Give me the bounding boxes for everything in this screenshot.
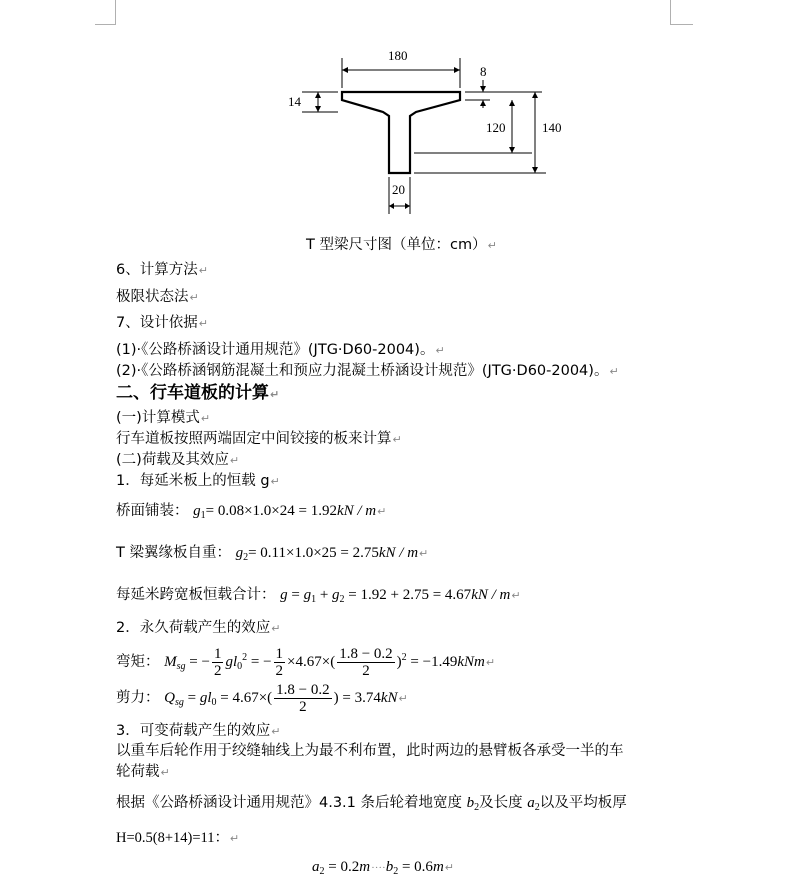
t-beam-figure	[280, 40, 600, 225]
flange-weight-equation: T 梁翼缘板自重： $g_2= 0.11\times 1.0\times 25 = 2.75kN$ / m↵	[116, 545, 429, 563]
load-heading: (二)荷载及其效应↵	[116, 452, 240, 468]
dim-web-height: 120	[486, 120, 506, 135]
average-thickness-text: H=0.5(8+14)=11：↵	[116, 830, 240, 846]
wheel-dimension-text: 根据《公路桥涵设计通用规范》4.3.1 条后轮着地宽度 $b_2$及长度 $a_2$以及平均板厚	[116, 795, 627, 813]
dim-top-width: 180	[388, 48, 408, 63]
section-heading-2: 二、行车道板的计算↵	[116, 383, 280, 403]
shear-equation: 剪力： $Q_{sg} = gl_0 = 4.67\times$( $\frac{1.8 - 0.2}{2}$ ) = 3.74kN↵	[116, 682, 408, 716]
variable-load-heading: 3．可变荷载产生的效应↵	[116, 723, 281, 739]
mode-text: 行车道板按照两端固定中间铰接的板来计算↵	[116, 431, 402, 447]
variable-load-text-1: 以重车后轮作用于绞缝轴线上为最不利布置，此时两边的悬臂板各承受一半的车	[116, 743, 624, 759]
basis-item-2: (2)·《公路桥涵钢筋混凝土和预应力混凝土桥涵设计规范》(JTG·D60-2004)。↵	[116, 363, 619, 379]
variable-load-text-2: 轮荷载↵	[116, 764, 170, 780]
mode-heading: (一)计算模式↵	[116, 410, 211, 426]
total-dead-load-equation: 每延米跨宽板恒载合计： $g = g_1 + g_2 = 1.92 + 2.75 = 4.67kN$ / m↵	[116, 587, 521, 605]
calc-method-text: 极限状态法↵	[116, 289, 199, 305]
dim-flange-edge: 8	[480, 64, 487, 79]
calc-method-heading: 6、计算方法↵	[116, 262, 208, 278]
dim-web-width: 20	[392, 182, 405, 197]
basis-heading: 7、设计依据↵	[116, 315, 208, 331]
dead-load-heading: 1．每延米板上的恒载 g↵	[116, 473, 280, 489]
moment-equation: 弯矩： $M_{sg}$ = − $\frac{1}{2}$ $gl_0^2$ = − $\frac{1}{2}$ ×4.67×( $\frac{1.8 - 0.2}{2}$ )$^2$ = −1.49kNm↵	[116, 646, 496, 680]
figure-caption: T 型梁尺寸图（单位：cm）↵	[306, 237, 497, 253]
dim-flange-thickness: 14	[288, 94, 301, 109]
page-corner-mark-left	[95, 0, 116, 25]
basis-item-1: (1)·《公路桥涵设计通用规范》(JTG·D60-2004)。↵	[116, 342, 445, 358]
permanent-load-heading: 2．永久荷载产生的效应↵	[116, 620, 281, 636]
t-beam-section	[342, 92, 460, 173]
dim-total-height: 140	[542, 120, 562, 135]
wheel-dimension-equation: $a_2 = 0.2m\cdot\cdot\cdot\cdot b_2$ = 0.6m↵	[312, 859, 454, 877]
pavement-equation: 桥面铺装： $g_1= 0.08\times 1.0\times 24 = 1.92kN$ / m↵	[116, 503, 387, 521]
page-corner-mark-right	[670, 0, 693, 25]
